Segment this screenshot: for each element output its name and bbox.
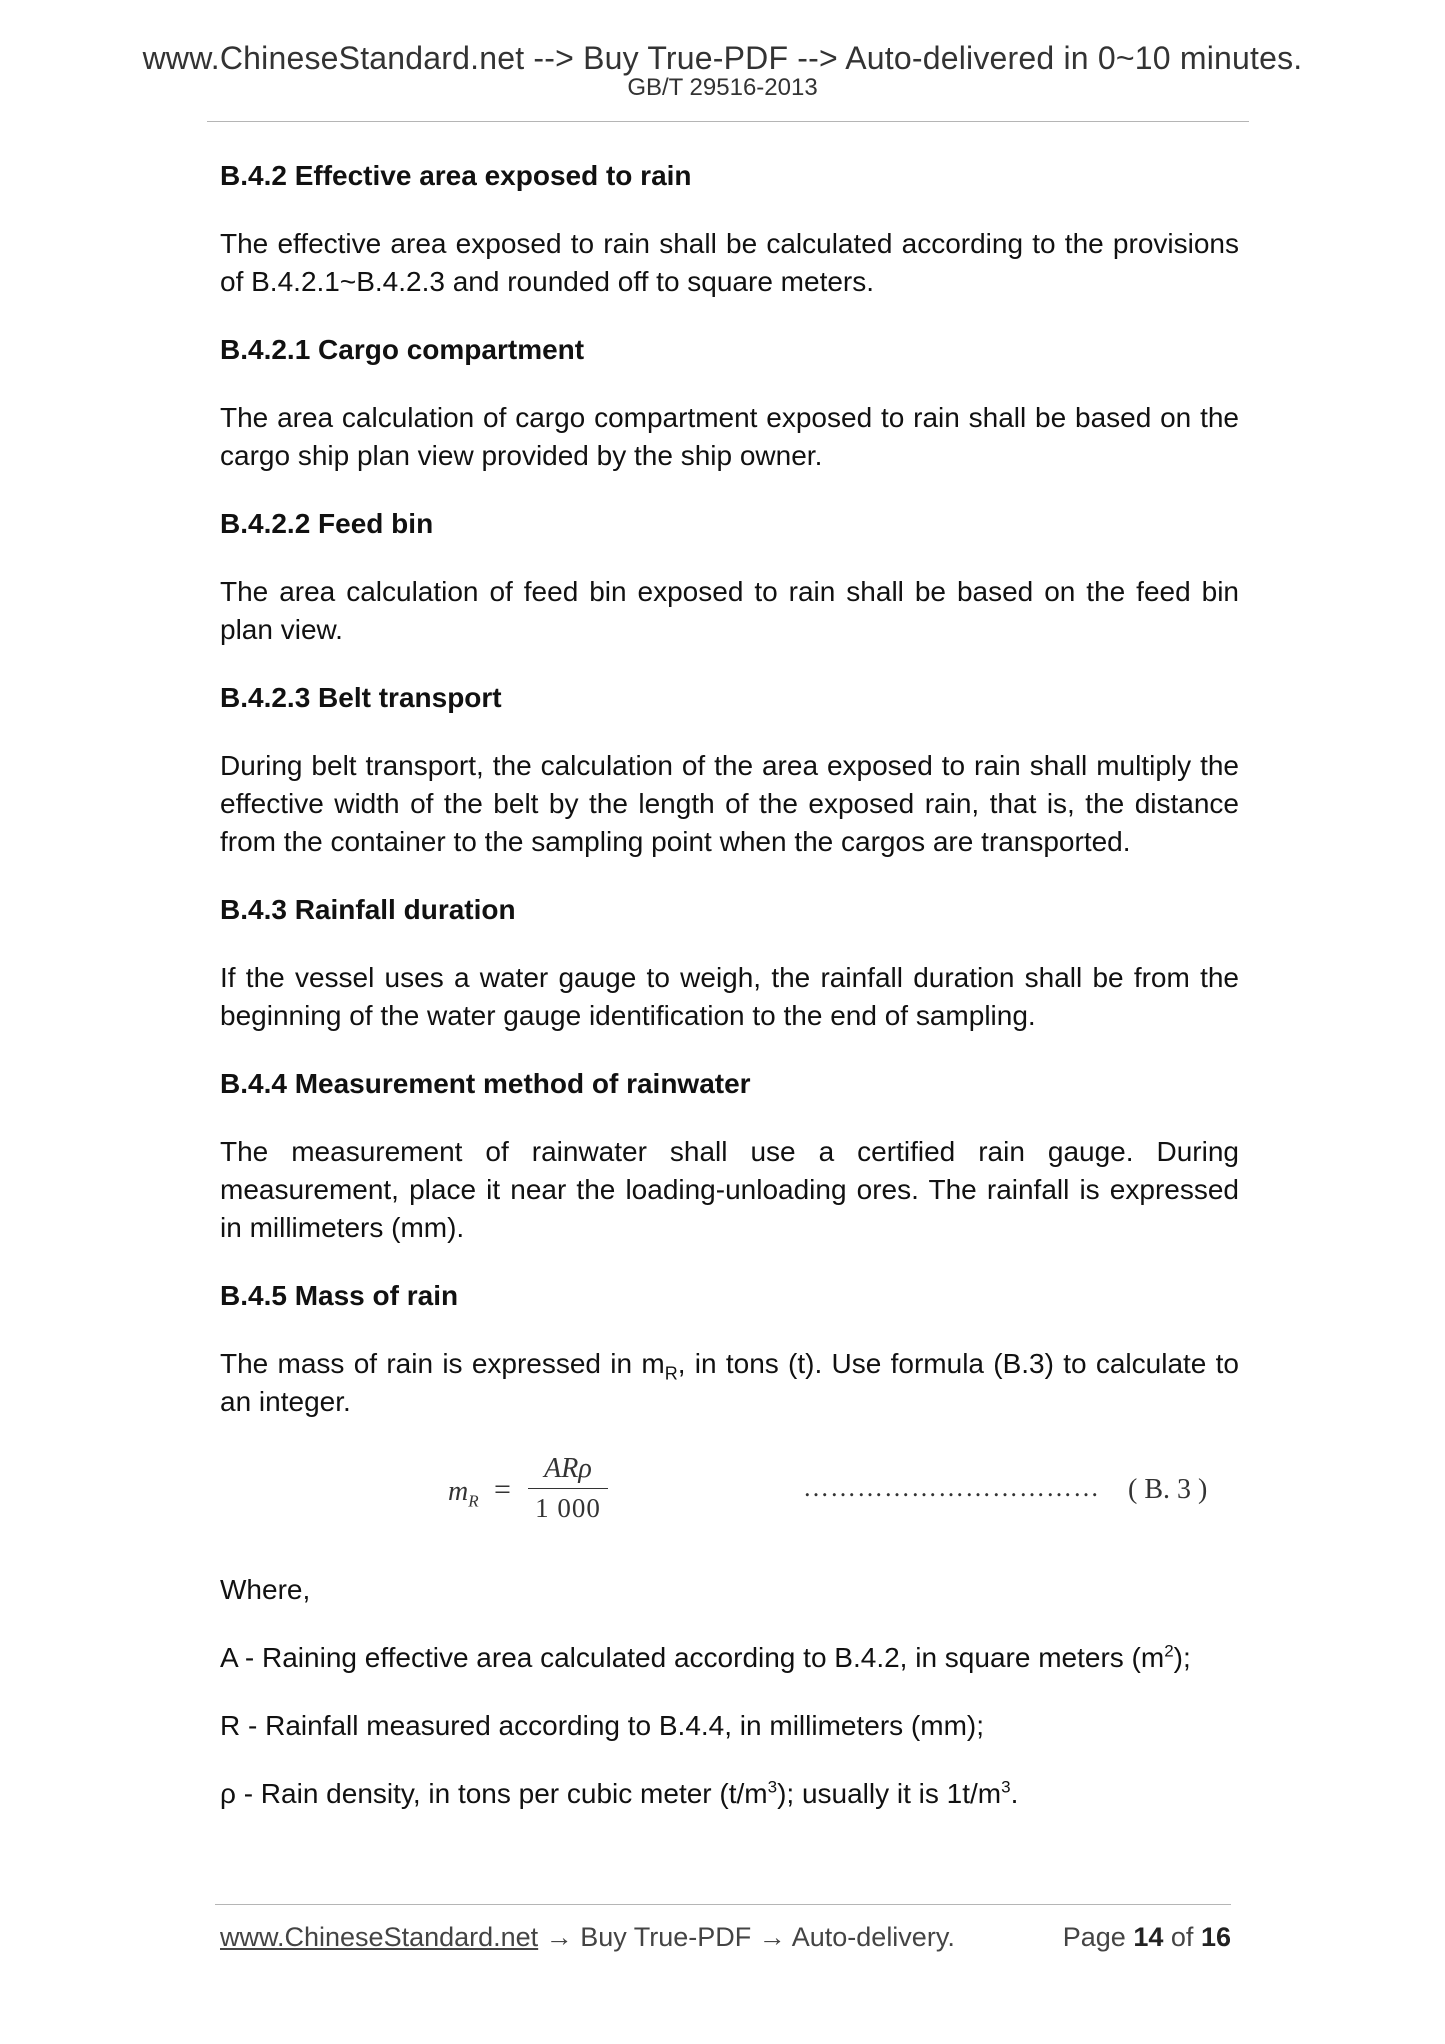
- section-text-b45: [220, 1345, 1239, 1421]
- section-heading-b43: B.4.3 Rainfall duration: [220, 894, 516, 925]
- formula-lhs-subscript: R: [468, 1491, 479, 1511]
- top-banner: www.ChineseStandard.net --> Buy True-PDF --> Auto-delivered in 0~10 minutes.: [142, 40, 1303, 76]
- section-text-b423: During belt transport, the calculation of the area exposed to rain shall multiply the effective width of the belt by the length of the exposed rain, that is, the distance from the container to the sampling point when the cargos are transported.: [220, 750, 1239, 857]
- definition-a-tail: );: [1173, 1642, 1191, 1673]
- footer-divider: [215, 1904, 1231, 1905]
- formula-b3: [220, 1451, 1239, 1541]
- footer-website-link[interactable]: www.ChineseStandard.net: [220, 1922, 539, 1952]
- definition-rho: [220, 1775, 1239, 1813]
- header-divider: [207, 121, 1249, 122]
- formula-denominator: 1 000: [535, 1493, 601, 1523]
- section-text-b422: The area calculation of feed bin exposed to rain shall be based on the feed bin plan view.: [220, 576, 1239, 645]
- definition-rho-mid: ); usually it is 1t/m: [777, 1778, 1002, 1809]
- definition-rho-text: ρ - Rain density, in tons per cubic meter (t/m: [220, 1778, 768, 1809]
- of-label: of: [1170, 1922, 1194, 1952]
- formula-leader-dots: ……………………………: [803, 1473, 1100, 1502]
- definition-rho-superscript-2: 3: [1001, 1777, 1011, 1797]
- text-after: , in tons (t). Use formula (B.3) to calculate to an integer.: [220, 1348, 1240, 1417]
- page-label: Page: [1062, 1922, 1126, 1952]
- formula-numerator: ARρ: [544, 1453, 592, 1484]
- section-text-b42: The effective area exposed to rain shall be calculated according to the provisions of B.4.2.1~B.4.2.3 and rounded off to square meters.: [220, 228, 1239, 297]
- section-text-b43: If the vessel uses a water gauge to weigh, the rainfall duration shall be from the beginning of the water gauge identification to the end of sampling.: [220, 962, 1239, 1031]
- document-code: GB/T 29516-2013: [627, 74, 818, 101]
- page-number: [1063, 1922, 1231, 1953]
- formula-lhs-symbol: m: [448, 1476, 469, 1507]
- section-text-b44: The measurement of rainwater shall use a certified rain gauge. During measurement, place it near the loading-unloading ores. The rainfall is expressed in millimeters (mm).: [220, 1136, 1239, 1243]
- page-total: 16: [1200, 1922, 1231, 1952]
- definition-r: R - Rainfall measured according to B.4.4, in millimeters (mm);: [220, 1710, 985, 1741]
- footer-promo: [220, 1922, 955, 1953]
- definition-rho-tail: .: [1010, 1778, 1019, 1809]
- formula-equals: =: [494, 1473, 511, 1506]
- section-heading-b44: B.4.4 Measurement method of rainwater: [220, 1068, 751, 1099]
- page-content: [220, 157, 1239, 1843]
- where-label: Where,: [220, 1574, 311, 1605]
- section-heading-b423: B.4.2.3 Belt transport: [220, 682, 502, 713]
- formula-number: ( B. 3 ): [1128, 1474, 1208, 1505]
- section-heading-b42: B.4.2 Effective area exposed to rain: [220, 160, 692, 191]
- definition-a-text: A - Raining effective area calculated according to B.4.2, in square meters (m: [220, 1642, 1165, 1673]
- section-heading-b422: B.4.2.2 Feed bin: [220, 508, 434, 539]
- formula-fraction: [528, 1451, 608, 1524]
- definition-a-superscript: 2: [1164, 1641, 1174, 1661]
- fraction-bar: [528, 1488, 608, 1489]
- formula-lhs: [448, 1473, 479, 1521]
- footer-promo-text: → Buy True-PDF → Auto-delivery.: [538, 1922, 955, 1952]
- mass-subscript: R: [664, 1363, 678, 1384]
- text-before: The mass of rain is expressed in m: [220, 1348, 665, 1379]
- definition-rho-superscript: 3: [767, 1777, 778, 1797]
- page-current: 14: [1133, 1922, 1164, 1952]
- definition-a: [220, 1639, 1239, 1677]
- section-heading-b421: B.4.2.1 Cargo compartment: [220, 334, 585, 365]
- section-heading-b45: B.4.5 Mass of rain: [220, 1280, 459, 1311]
- section-text-b421: The area calculation of cargo compartment exposed to rain shall be based on the cargo ship plan view provided by the ship owner.: [220, 402, 1239, 471]
